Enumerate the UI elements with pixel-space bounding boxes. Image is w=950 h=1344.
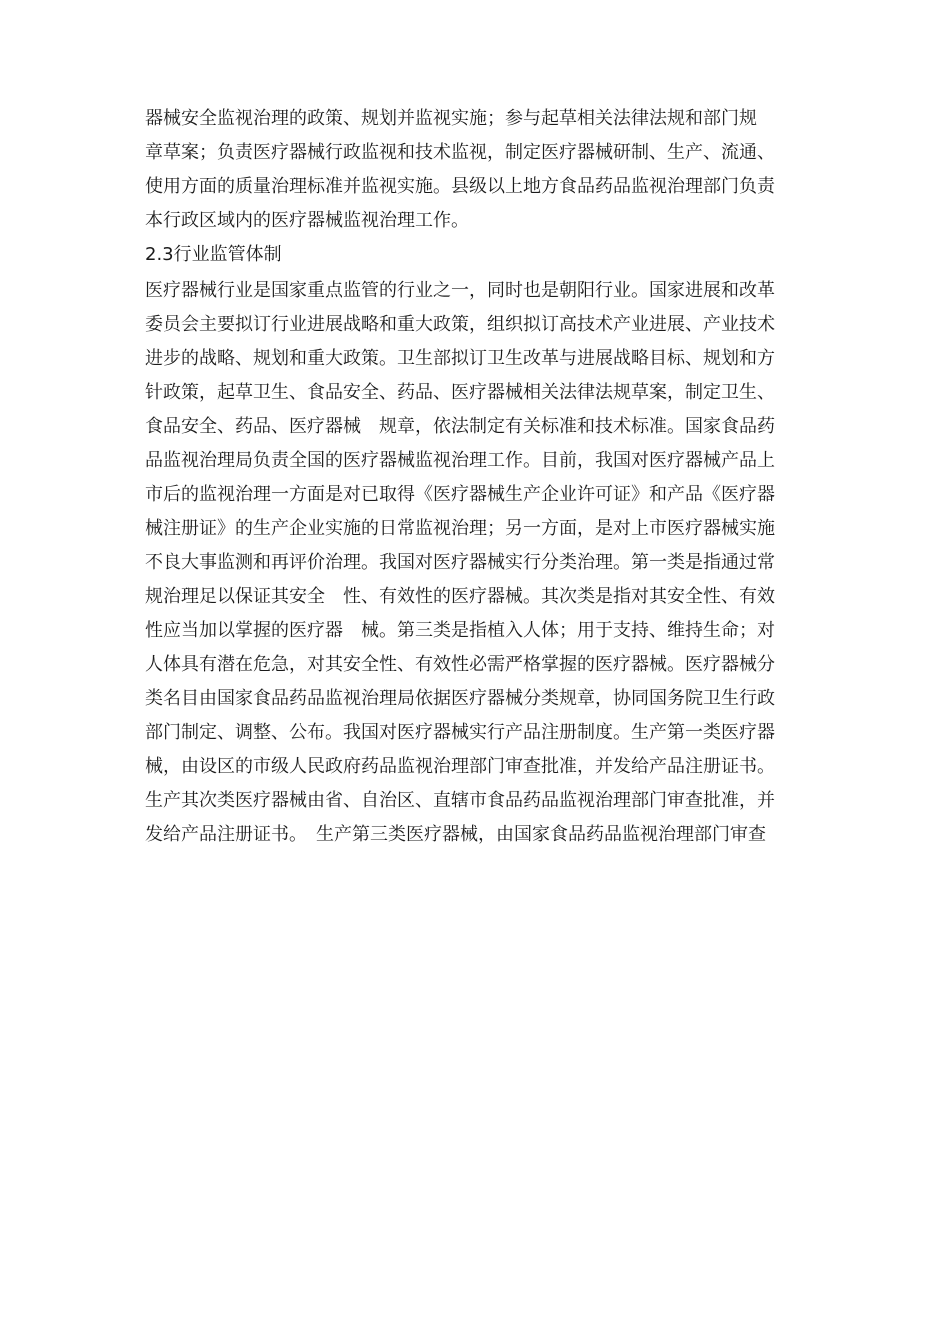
text-line: 使用方面的质量治理标准并监视实施。县级以上地方食品药品监视治理部门负责: [145, 176, 775, 197]
text-line: 部门制定、调整、公布。我国对医疗器械实行产品注册制度。生产第一类医疗器: [145, 722, 775, 743]
text-line: 章草案；负责医疗器械行政监视和技术监视，制定医疗器械研制、生产、流通、: [145, 142, 775, 163]
text-line: 市后的监视治理一方面是对已取得《医疗器械生产企业许可证》和产品《医疗器: [145, 484, 775, 505]
text-line: 针政策，起草卫生、食品安全、药品、医疗器械相关法律法规草案，制定卫生、: [145, 382, 775, 403]
text-line: 械，由设区的市级人民政府药品监视治理部门审查批准，并发给产品注册证书。: [145, 756, 775, 777]
paragraph-regulatory-duties: [145, 102, 815, 238]
text-line: 本行政区域内的医疗器械监视治理工作。: [145, 210, 469, 231]
text-line: 类名目由国家食品药品监视治理局依据医疗器械分类规章，协同国务院卫生行政: [145, 688, 775, 709]
text-line: 食品安全、药品、医疗器械 规章，依法制定有关标准和技术标准。国家食品药: [145, 416, 775, 437]
text-line: 人体具有潜在危急，对其安全性、有效性必需严格掌握的医疗器械。医疗器械分: [145, 654, 775, 675]
paragraph-industry-supervision: [145, 274, 815, 852]
section-heading: 2.3行业监管体制: [145, 244, 282, 265]
text-line: 器械安全监视治理的政策、规划并监视实施；参与起草相关法律法规和部门规: [145, 108, 757, 129]
text-line: 规治理足以保证其安全 性、有效性的医疗器械。其次类是指对其安全性、有效: [145, 586, 775, 607]
text-line: 不良大事监测和再评价治理。我国对医疗器械实行分类治理。第一类是指通过常: [145, 552, 775, 573]
text-line: 性应当加以掌握的医疗器 械。第三类是指植入人体；用于支持、维持生命；对: [145, 620, 775, 641]
text-line: 委员会主要拟订行业进展战略和重大政策，组织拟订高技术产业进展、产业技术: [145, 314, 775, 335]
text-line: 进步的战略、规划和重大政策。卫生部拟订卫生改革与进展战略目标、规划和方: [145, 348, 775, 369]
text-line: 发给产品注册证书。 生产第三类医疗器械，由国家食品药品监视治理部门审查: [145, 824, 766, 845]
text-line: 械注册证》的生产企业实施的日常监视治理；另一方面，是对上市医疗器械实施: [145, 518, 775, 539]
text-line: 生产其次类医疗器械由省、自治区、直辖市食品药品监视治理部门审查批准，并: [145, 790, 775, 811]
text-line: 品监视治理局负责全国的医疗器械监视治理工作。目前，我国对医疗器械产品上: [145, 450, 775, 471]
text-line: 医疗器械行业是国家重点监管的行业之一，同时也是朝阳行业。国家进展和改革: [145, 280, 775, 301]
document-page: [145, 102, 815, 852]
